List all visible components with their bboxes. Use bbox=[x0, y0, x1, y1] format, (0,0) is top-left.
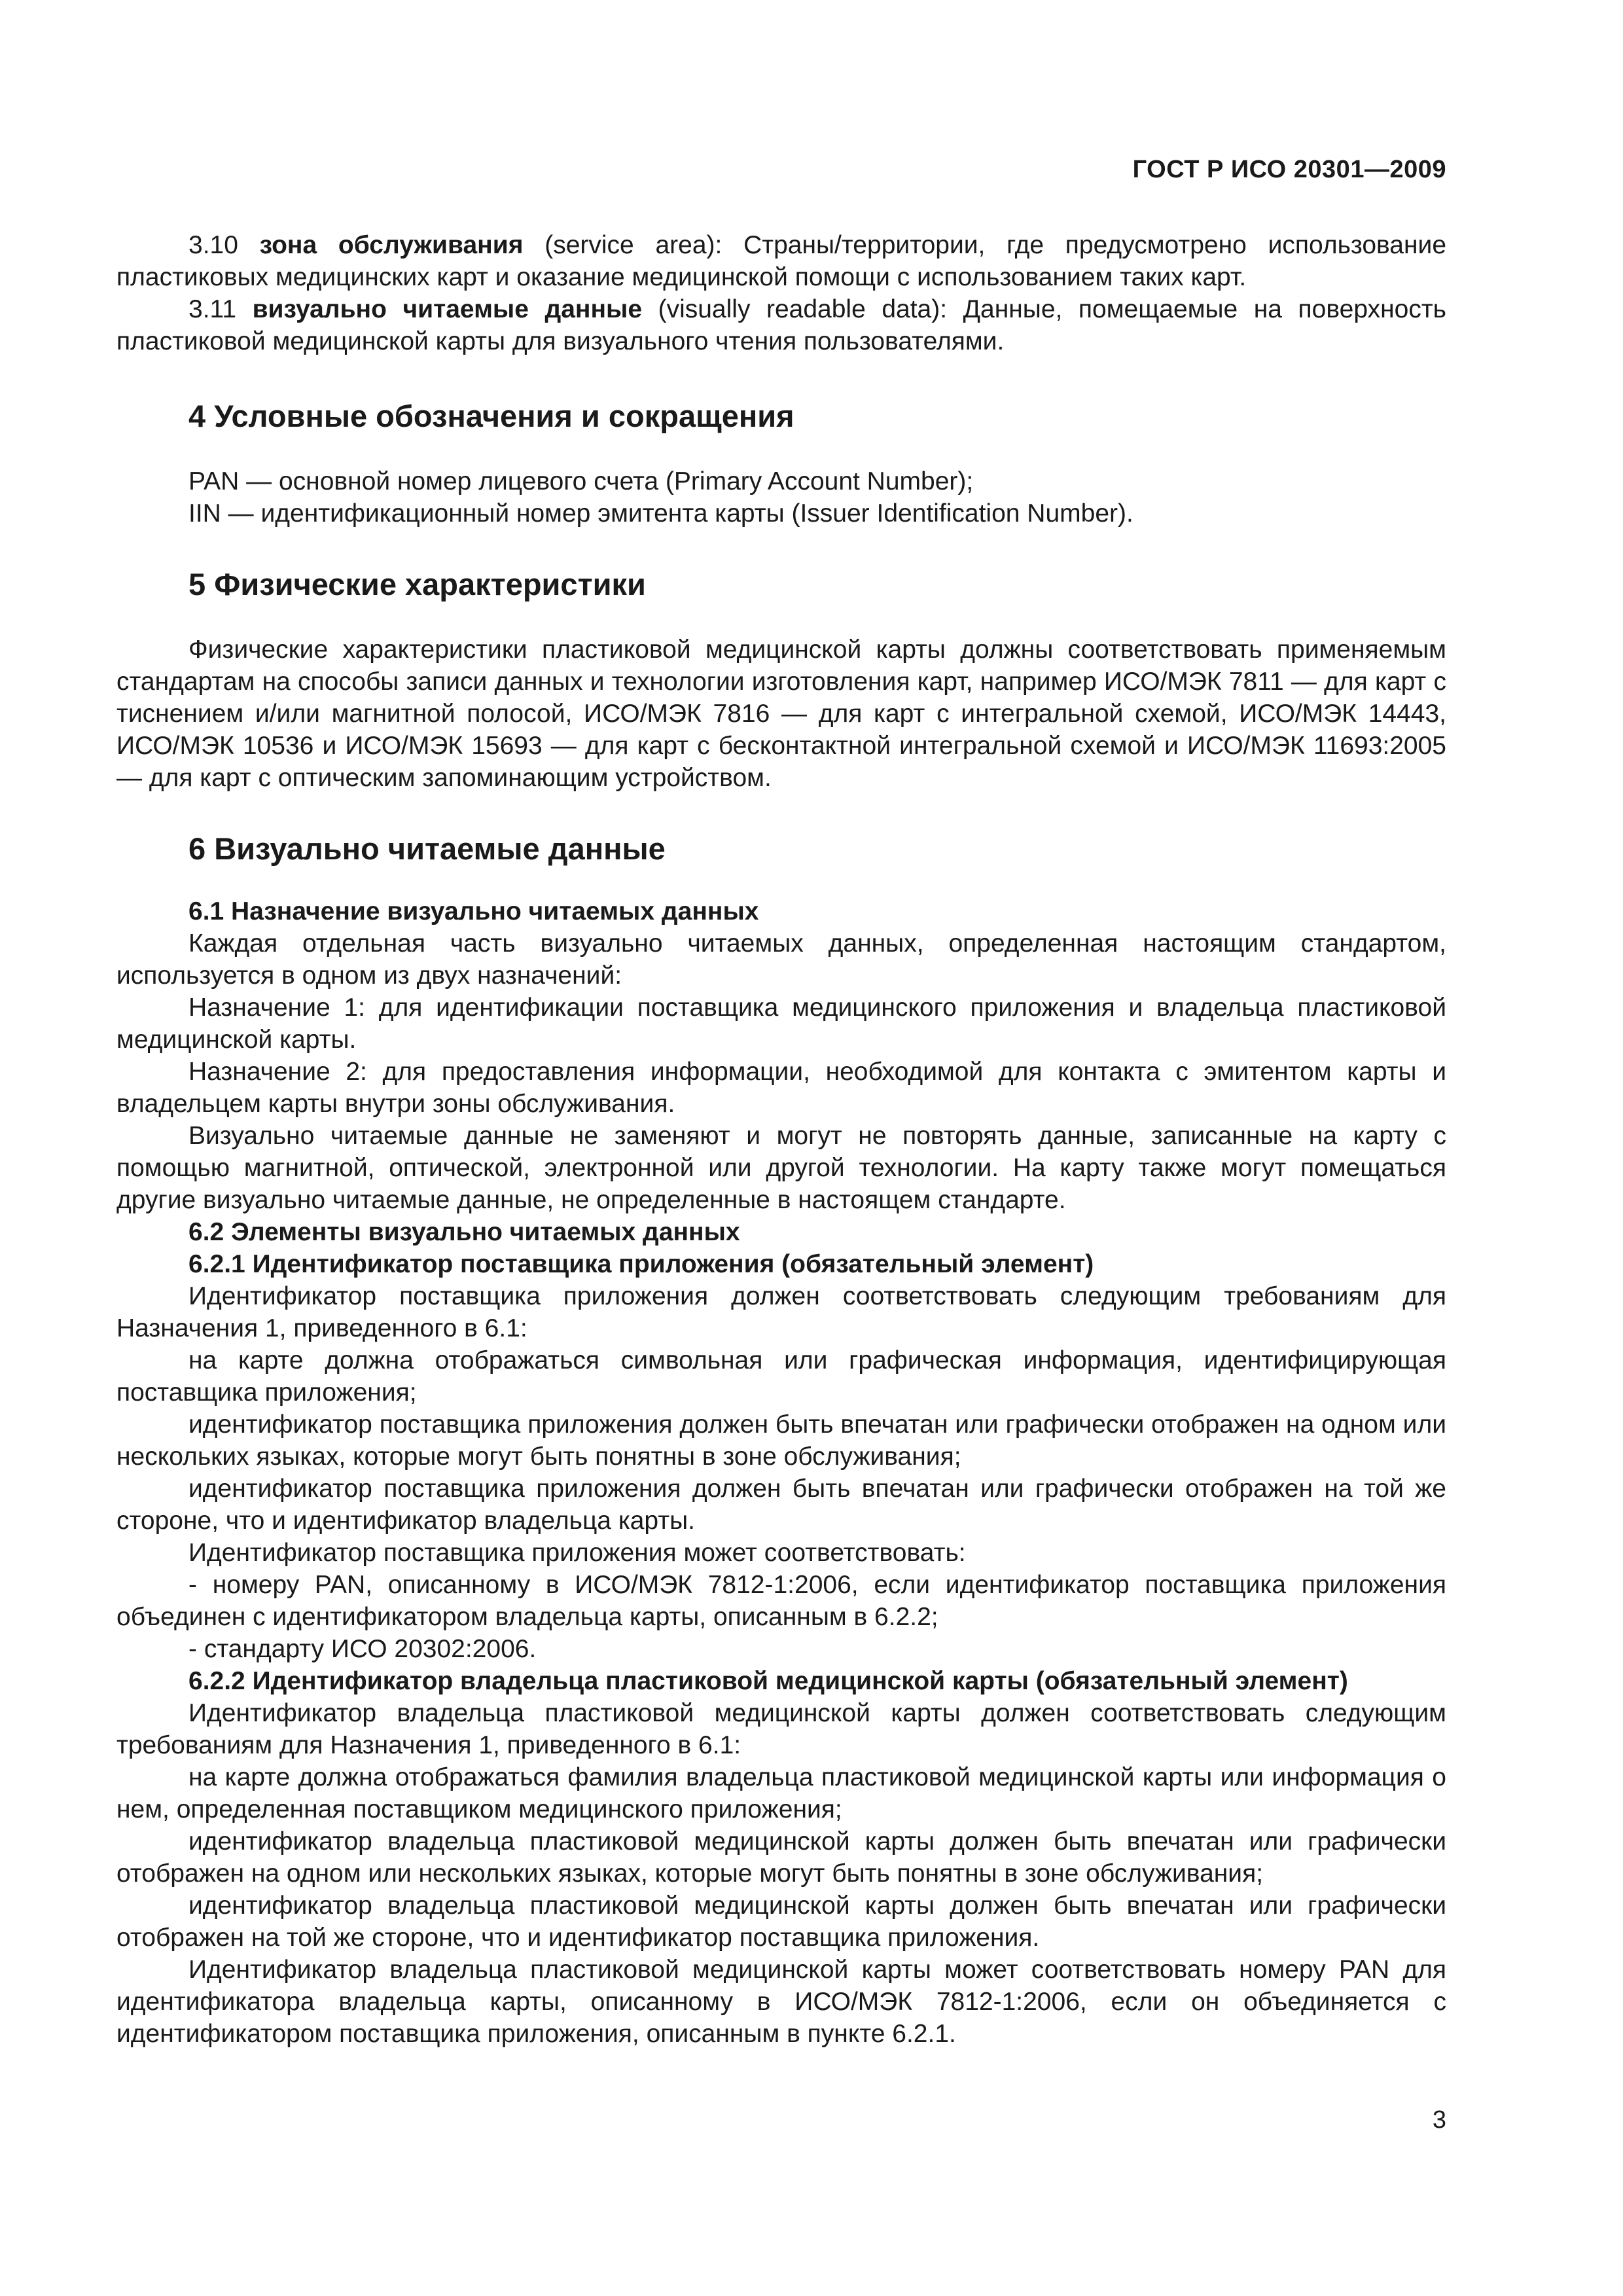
section-6-2-1-para: идентификатор поставщика приложения должен быть впечатан или графически отображен на той же стороне, что и идентификатор владельца карты. bbox=[116, 1475, 1446, 1535]
abbrev-iin: IIN — идентификационный номер эмитента карты (Issuer Identification Number). bbox=[188, 499, 1133, 528]
section-6-2-1-title: 6.2.1 Идентификатор поставщика приложения (обязательный элемент) bbox=[188, 1250, 1094, 1278]
section-6-1-para: Визуально читаемые данные не заменяют и могут не повторять данные, записанные на карту с помощью магнитной, оптической, электронной или другой технологии. На карту также могут помещаться другие визуально читаемые данные, не определенные в настоящем стандарте. bbox=[116, 1122, 1446, 1214]
section-6-2-1-para: идентификатор поставщика приложения должен быть впечатан или графически отображен на одном или нескольких языках, которые могут быть понятны в зоне обслуживания; bbox=[116, 1410, 1446, 1471]
section-5-title: 5 Физические характеристики bbox=[188, 567, 646, 601]
term-number: 3.11 bbox=[188, 295, 237, 323]
section-6-2-2-para: Идентификатор владельца пластиковой медицинской карты может соответствовать номеру PAN для идентификатора владельца карты, описанному в ИСО/МЭК 7812-1:2006, если он объединяется с идентификатором поставщика приложения, описанным в пункте 6.2.1. bbox=[116, 1956, 1446, 2048]
section-6-1-title: 6.1 Назначение визуально читаемых данных bbox=[188, 897, 759, 925]
section-4-title: 4 Условные обозначения и сокращения bbox=[188, 399, 794, 433]
page-number: 3 bbox=[1432, 2106, 1446, 2134]
term-definition: (visually readable data): Данные, помещаемые на поверхность пластиковой медицинской карты для визуального чтения пользователями. bbox=[116, 295, 1446, 355]
section-6-2-2-para: идентификатор владельца пластиковой медицинской карты должен быть впечатан или графически отображен на одном или нескольких языках, которые могут быть понятны в зоне обслуживания; bbox=[116, 1827, 1446, 1888]
section-6-2-1-para: на карте должна отображаться символьная или графическая информация, идентифицирующая поставщика приложения; bbox=[116, 1346, 1446, 1407]
term-definition: (service area): Страны/территории, где предусмотрено использование пластиковых медицинских карт и оказание медицинской помощи с использованием таких карт. bbox=[116, 231, 1447, 291]
section-6-1-para: Назначение 2: для предоставления информации, необходимой для контакта с эмитентом карты и владельцем карты внутри зоны обслуживания. bbox=[116, 1058, 1446, 1118]
section-6-2-2-para: Идентификатор владельца пластиковой медицинской карты должен соответствовать следующим требованиям для Назначения 1, приведенного в 6.1: bbox=[116, 1699, 1446, 1759]
section-6-2-2-para: на карте должна отображаться фамилия владельца пластиковой медицинской карты или информация о нем, определенная поставщиком медицинского приложения; bbox=[116, 1763, 1446, 1823]
section-6-2-1-list-item: - стандарту ИСО 20302:2006. bbox=[188, 1635, 537, 1663]
section-6-1-para: Назначение 1: для идентификации поставщика медицинского приложения и владельца пластиковой медицинской карты. bbox=[116, 994, 1446, 1054]
section-6-2-1-para: Идентификатор поставщика приложения должен соответствовать следующим требованиям для Назначения 1, приведенного в 6.1: bbox=[116, 1282, 1446, 1342]
section-6-2-1-para: Идентификатор поставщика приложения может соответствовать: bbox=[188, 1539, 966, 1567]
term-3-10 bbox=[116, 229, 1446, 293]
section-5-text: Физические характеристики пластиковой медицинской карты должны соответствовать применяемым стандартам на способы записи данных и технологии изготовления карт, например ИСО/МЭК 7811 — для карт с тиснением и/или магнитной полосой, ИСО/МЭК 7816 — для карт с интегральной схемой, ИСО/МЭК 14443, ИСО/МЭК 10536 и ИСО/МЭК 15693 — для карт с бесконтактной интегральной схемой и ИСО/МЭК 11693:2005 — для карт с оптическим запоминающим устройством. bbox=[116, 636, 1446, 792]
term-number: 3.10 bbox=[188, 231, 238, 259]
section-6-2-2-title: 6.2.2 Идентификатор владельца пластиковой медицинской карты (обязательный элемент) bbox=[188, 1667, 1348, 1695]
document-body bbox=[116, 229, 1446, 2050]
term-3-11 bbox=[116, 293, 1446, 357]
abbrev-pan: PAN — основной номер лицевого счета (Primary Account Number); bbox=[188, 467, 974, 495]
section-6-title: 6 Визуально читаемые данные bbox=[188, 831, 666, 866]
term-name: зона обслуживания bbox=[259, 231, 524, 259]
document-header-id: ГОСТ Р ИСО 20301—2009 bbox=[1132, 156, 1446, 183]
section-6-2-title: 6.2 Элементы визуально читаемых данных bbox=[188, 1218, 740, 1246]
term-name: визуально читаемые данные bbox=[252, 295, 643, 323]
section-6-2-1-list-item: - номеру PAN, описанному в ИСО/МЭК 7812-1:2006, если идентификатор поставщика приложения объединен с идентификатором владельца карты, описанным в 6.2.2; bbox=[116, 1571, 1446, 1631]
section-6-1-para: Каждая отдельная часть визуально читаемых данных, определенная настоящим стандартом, используется в одном из двух назначений: bbox=[116, 929, 1446, 990]
section-6-2-2-para: идентификатор владельца пластиковой медицинской карты должен быть впечатан или графически отображен на той же стороне, что и идентификатор поставщика приложения. bbox=[116, 1892, 1446, 1952]
